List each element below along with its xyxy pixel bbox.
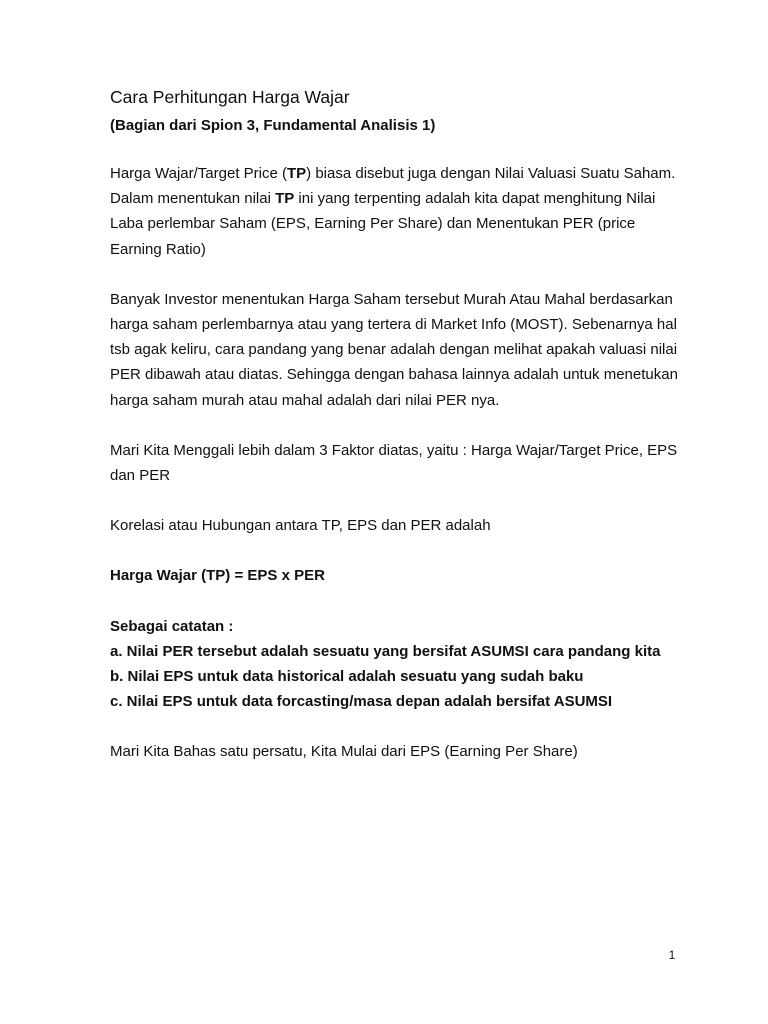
document-body <box>110 86 690 765</box>
paragraph-text: ini yang terpenting adalah kita dapat menghitung Nilai Laba perlembar Saham (EPS, Earning Per Share) dan Menentukan PER (price Earning Ratio) <box>110 190 656 258</box>
page-number: 1 <box>668 948 676 962</box>
tp-bold-text: TP <box>287 165 307 182</box>
document-title: Cara Perhitungan Harga Wajar <box>110 87 350 107</box>
paragraph-eps-intro: Mari Kita Bahas satu persatu, Kita Mulai dari EPS (Earning Per Share) <box>110 743 578 761</box>
note-item: a. Nilai PER tersebut adalah sesuatu yang bersifat ASUMSI cara pandang kita <box>110 642 661 660</box>
paragraph-text: ) biasa disebut juga dengan Nilai Valuasi Suatu Saham. Dalam menentukan nilai <box>110 165 676 208</box>
formula: Harga Wajar (TP) = EPS x PER <box>110 567 325 585</box>
paragraph-three-factors: Mari Kita Menggali lebih dalam 3 Faktor diatas, yaitu : Harga Wajar/Target Price, EPS dan PER <box>110 441 678 485</box>
document-subtitle: (Bagian dari Spion 3, Fundamental Analisis 1) <box>110 117 436 134</box>
paragraph-correlation: Korelasi atau Hubungan antara TP, EPS dan PER adalah <box>110 517 491 535</box>
paragraph-text: Harga Wajar/Target Price ( <box>110 165 287 182</box>
paragraph-investor-view: Banyak Investor menentukan Harga Saham tersebut Murah Atau Mahal berdasarkan harga saham perlembarnya atau yang tertera di Market Info (MOST). Sebenarnya hal tsb agak keliru, cara pandang yang benar adalah dengan melihat apakah valuasi nilai PER dibawah atau diatas. Sehingga dengan bahasa lainnya adalah untuk menetukan harga saham murah atau mahal adalah dari nilai PER nya. <box>110 290 678 409</box>
notes-heading: Sebagai catatan : <box>110 617 234 635</box>
paragraph-target-price <box>110 161 690 262</box>
note-item: b. Nilai EPS untuk data historical adalah sesuatu yang sudah baku <box>110 668 584 686</box>
tp-bold-text: TP <box>275 190 295 208</box>
note-item: c. Nilai EPS untuk data forcasting/masa depan adalah bersifat ASUMSI <box>110 693 613 711</box>
